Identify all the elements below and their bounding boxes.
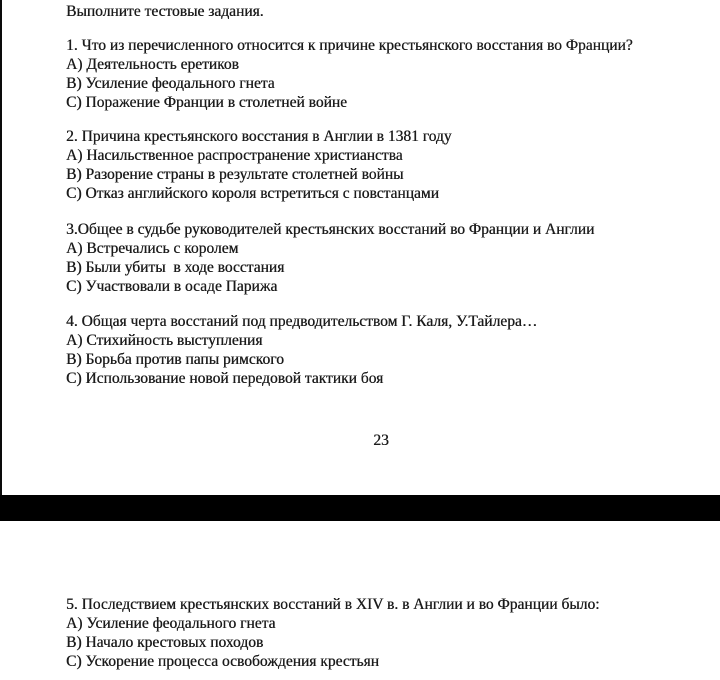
question-option-a: А) Усиление феодального гнета (66, 615, 276, 632)
question-title: 2. Причина крестьянского восстания в Англии в 1381 году (66, 128, 452, 145)
question-block-2 (66, 127, 710, 203)
question-option-b: В) Были убиты в ходе восстания (66, 259, 285, 276)
question-option-c: С) Участвовали в осаде Парижа (66, 278, 278, 295)
question-option-c: С) Поражение Франции в столетней войне (66, 94, 347, 111)
question-option-c: С) Отказ английского короля встретиться с повстанцами (66, 185, 439, 202)
question-title: 1. Что из перечисленного относится к причине крестьянского восстания во Франции? (66, 37, 633, 54)
question-option-b: В) Усиление феодального гнета (66, 75, 275, 92)
question-option-a: А) Насильственное распространение христианства (66, 147, 403, 164)
page-break-black-band (0, 495, 720, 521)
page-left-border-line (0, 0, 2, 496)
question-block-1 (66, 36, 710, 112)
question-option-c: С) Использование новой передовой тактики боя (66, 370, 384, 387)
question-option-c: С) Ускорение процесса освобождения крестьян (66, 653, 379, 670)
instruction-text: Выполните тестовые задания. (66, 3, 264, 20)
question-block-5 (66, 595, 710, 671)
question-option-b: В) Начало крестовых походов (66, 634, 264, 651)
page-number: 23 (373, 432, 389, 449)
question-block-3 (66, 220, 710, 296)
question-option-b: В) Борьба против папы римского (66, 351, 284, 368)
question-option-a: А) Деятельность еретиков (66, 56, 239, 73)
question-option-a: А) Встречались с королем (66, 240, 239, 257)
question-title: 4. Общая черта восстаний под предводительством Г. Каля, У.Тайлера… (66, 313, 538, 330)
question-title: 3.Общее в судьбе руководителей крестьянских восстаний во Франции и Англии (66, 221, 595, 238)
question-option-a: А) Стихийность выступления (66, 332, 263, 349)
question-block-4 (66, 312, 710, 388)
question-title: 5. Последствием крестьянских восстаний в XIV в. в Англии и во Франции было: (66, 596, 600, 613)
question-option-b: В) Разорение страны в результате столетней войны (66, 166, 404, 183)
